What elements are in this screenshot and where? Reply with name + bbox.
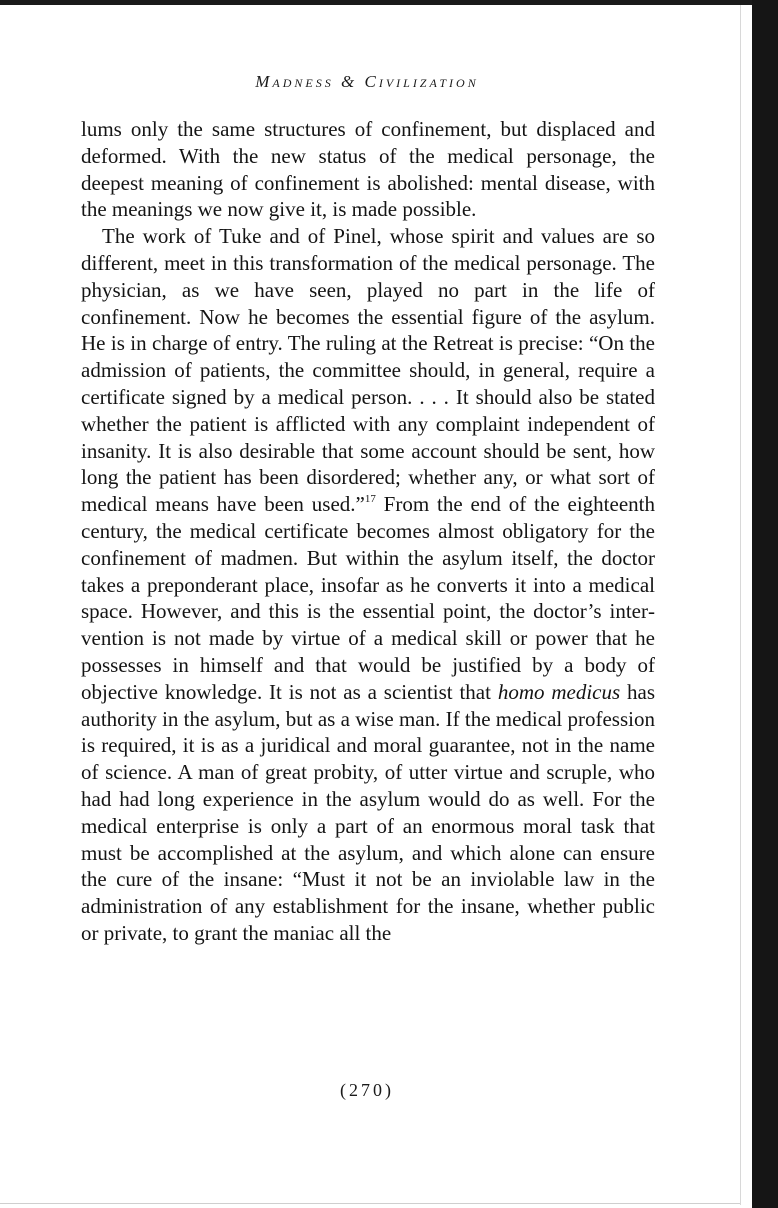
paragraph-2-end: has authority in the asylum, but as a wise man. If the medical profession is required, it is as a juridical and moral guarantee, not in the name of science. A man of great probity, of utter virtue and scruple, who had had long experience in the asylum would do as well. For the medical enterprise is only a part of an enormous moral task that must be accomplished at the asylum, and which alone can ensure the cure of the insane: “Must it not be an inviolable law in the administration of any establishment for the insane, whether public or private, to grant the maniac all the bbox=[81, 679, 656, 945]
bottom-page-edge bbox=[0, 1203, 740, 1204]
paragraph-2-middle: From the end of the eighteenth century, the medical certificate becomes almost obligatory for the confinement of madmen. But within the asylum itself, the doctor takes a preponderant place, insofar as he converts it into a medical space. However, and this is the essential point, the doctor’s intervention is not made by virtue of a medical skill or power that he possesses in himself and that would be justified by a body of objective knowledge. It is not as a scientist that bbox=[81, 492, 655, 704]
footnote-marker: 17 bbox=[364, 493, 376, 506]
paragraph-2-opening: The work of Tuke and of Pinel, whose spirit and values are so different, meet in this transformation of the medical personage. The physician, as we have seen, played no part in the life of confinement. Now he becomes the essential figure of the asylum. He is in charge of entry. The ruling at the Retreat is precise: “On the admission of patients, the committee should, in general, require a certificate signed by a medical person. . . . It should also be stated whether the patient is afflicted with any complaint independent of insanity. It is also desirable that some account should be sent, how long the patient has been disordered; whether any, or what sort of medical means have been used.” bbox=[81, 224, 655, 517]
paragraph-1: lums only the same structures of confinement, but displaced and deformed. With the new status of the medical personage, the deepest meaning of confinement is abolished: mental disease, with the meanings we now give it, is made possible. bbox=[81, 117, 655, 222]
running-head bbox=[80, 72, 654, 92]
scan-gutter-line bbox=[740, 5, 741, 1205]
scan-edge-bar bbox=[752, 0, 778, 1208]
running-head-text: Madness & Civilization bbox=[255, 72, 479, 91]
paragraph-2 bbox=[81, 223, 655, 947]
top-page-edge bbox=[0, 0, 778, 5]
body-text bbox=[81, 116, 655, 947]
italic-term: homo medicus bbox=[497, 679, 621, 704]
page-number: (270) bbox=[340, 1080, 394, 1100]
